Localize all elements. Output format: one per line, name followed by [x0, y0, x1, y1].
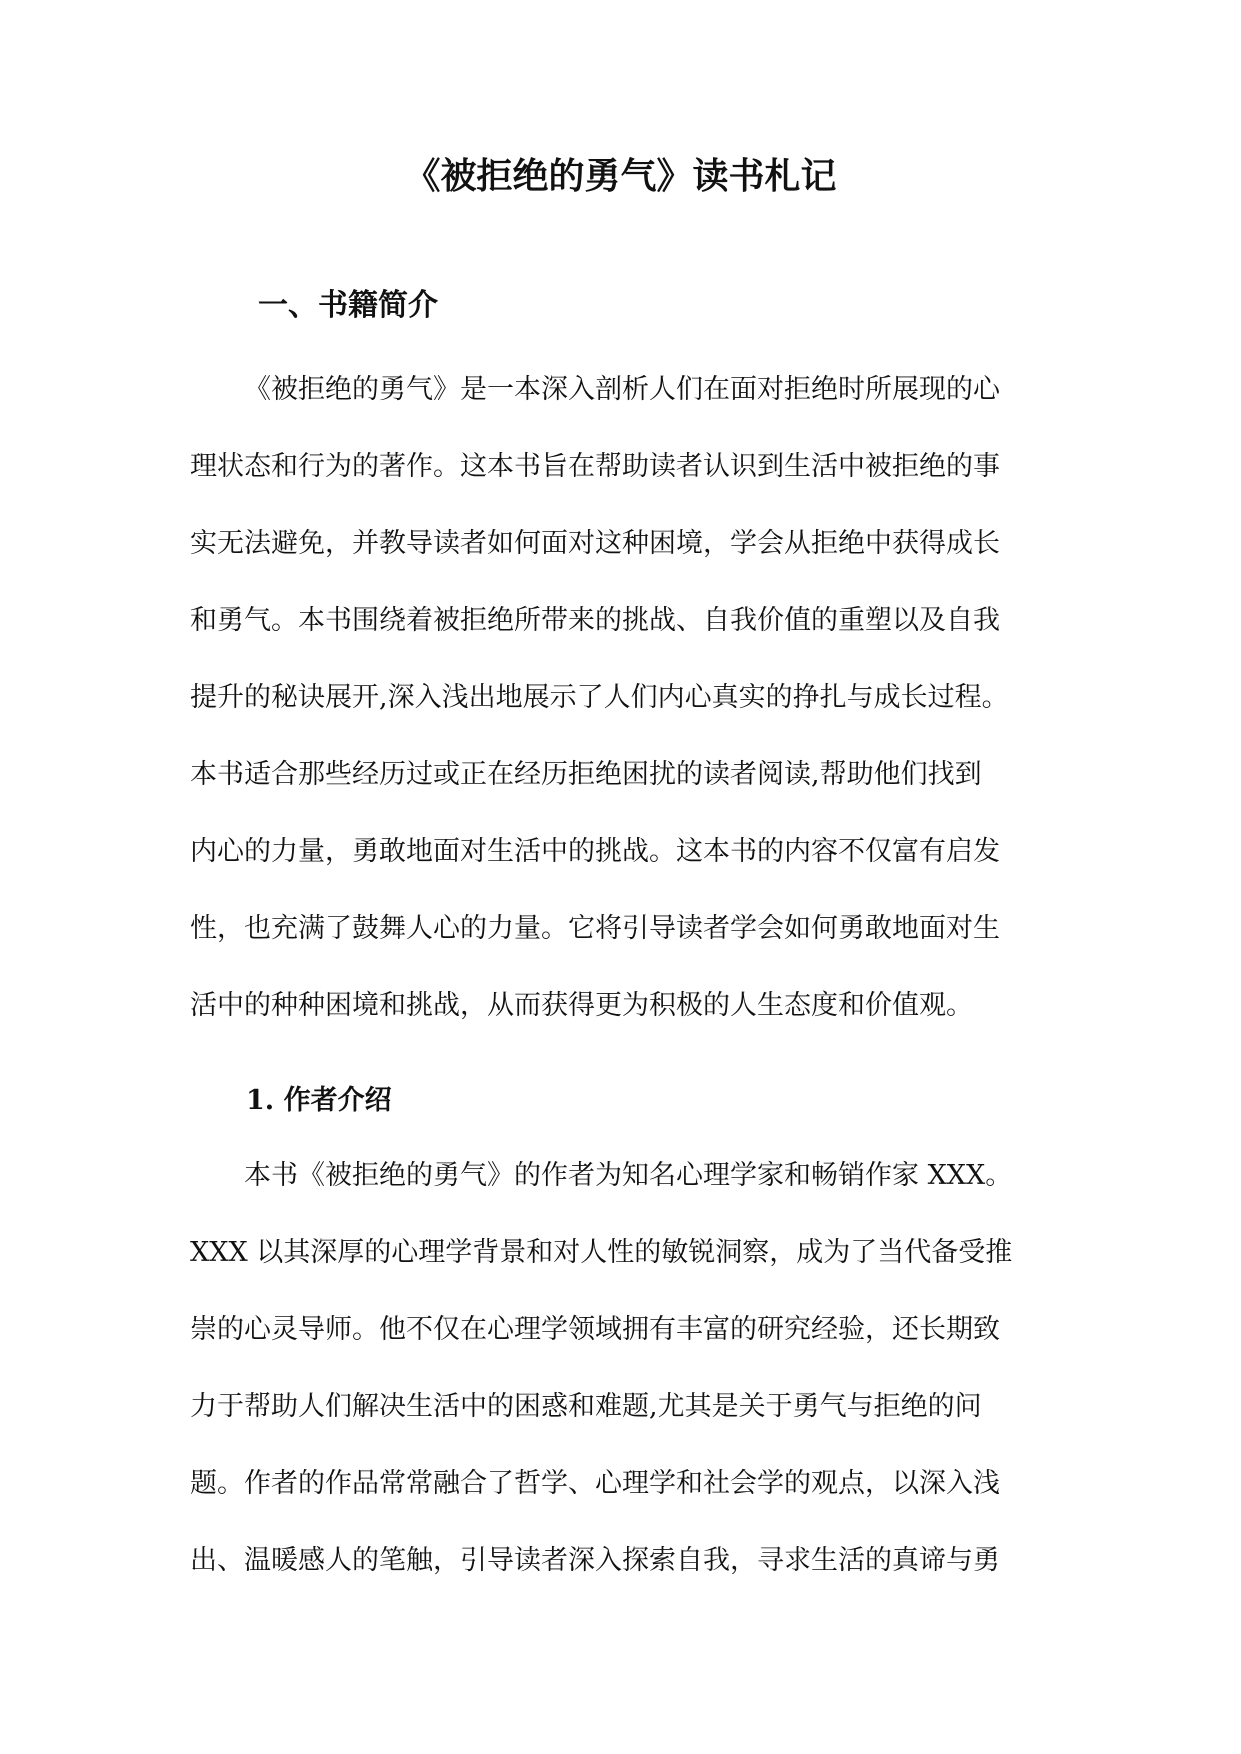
paragraph-author-intro: [190, 1137, 1060, 1599]
paragraph-line: 力于帮助人们解决生活中的困惑和难题,尤其是关于勇气与拒绝的问: [190, 1391, 982, 1422]
paragraph-line: 理状态和行为的著作。这本书旨在帮助读者认识到生活中被拒绝的事: [190, 451, 1000, 482]
paragraph-line: 和勇气。本书围绕着被拒绝所带来的挑战、自我价值的重塑以及自我: [190, 605, 1000, 636]
paragraph-line: 实无法避免，并教导读者如何面对这种困境，学会从拒绝中获得成长: [190, 528, 1000, 559]
paragraph-line: XXX 以其深厚的心理学背景和对人性的敏锐洞察，成为了当代备受推: [190, 1237, 1013, 1268]
section-heading-book-intro: 一、书籍简介: [258, 288, 438, 323]
paragraph-line: 本书《被拒绝的勇气》的作者为知名心理学家和畅销作家 XXX。: [244, 1160, 1013, 1191]
paragraph-line: 出、温暖感人的笔触，引导读者深入探索自我，寻求生活的真谛与勇: [190, 1545, 1000, 1576]
paragraph-line: 活中的种种困境和挑战，从而获得更为积极的人生态度和价值观。: [190, 990, 973, 1021]
paragraph-line: 本书适合那些经历过或正在经历拒绝困扰的读者阅读,帮助他们找到: [190, 759, 982, 790]
document-title: 《被拒绝的勇气》读书札记: [404, 155, 837, 197]
paragraph-line: 《被拒绝的勇气》是一本深入剖析人们在面对拒绝时所展现的心: [244, 374, 1000, 405]
paragraph-line: 内心的力量，勇敢地面对生活中的挑战。这本书的内容不仅富有启发: [190, 836, 1000, 867]
paragraph-book-intro: [190, 351, 1060, 1044]
paragraph-line: 提升的秘诀展开,深入浅出地展示了人们内心真实的挣扎与成长过程。: [190, 682, 1009, 713]
paragraph-line: 崇的心灵导师。他不仅在心理学领域拥有丰富的研究经验，还长期致: [190, 1314, 1000, 1345]
paragraph-line: 性，也充满了鼓舞人心的力量。它将引导读者学会如何勇敢地面对生: [190, 913, 1000, 944]
section-heading-author-intro: 1. 作者介绍: [246, 1085, 392, 1116]
paragraph-line: 题。作者的作品常常融合了哲学、心理学和社会学的观点，以深入浅: [190, 1468, 1000, 1499]
